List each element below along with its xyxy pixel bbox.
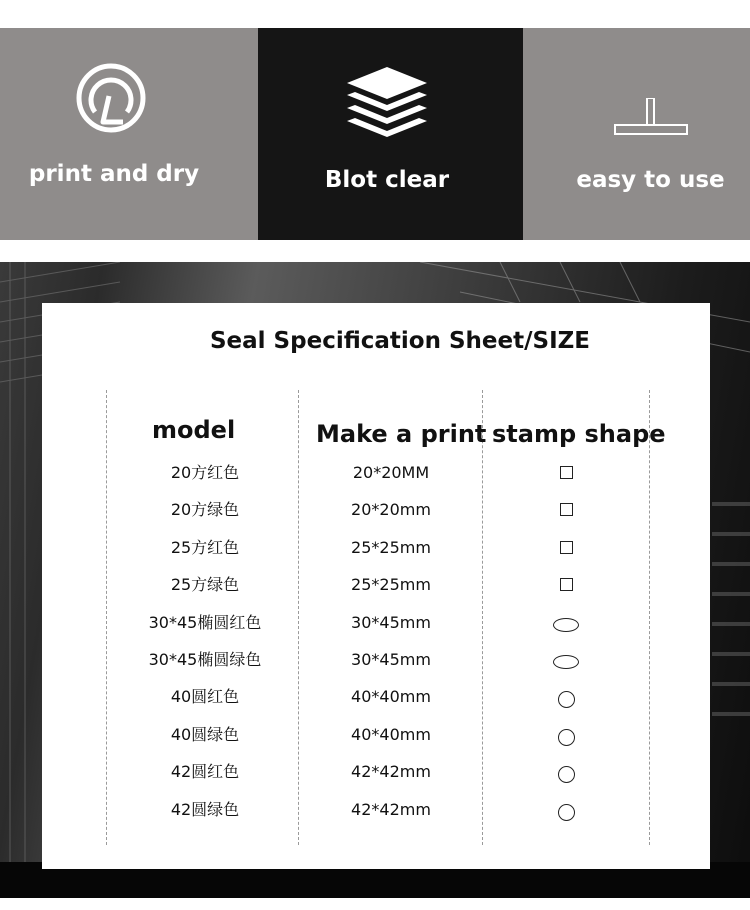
stamp-shape-cell	[527, 757, 607, 787]
circle-icon	[558, 766, 575, 783]
model-cell: 40圆绿色	[170, 724, 240, 744]
print-size-cell: 25*25mm	[351, 575, 431, 595]
stamp-shape-cell	[527, 533, 607, 563]
table-row	[42, 570, 710, 600]
table-row	[42, 608, 710, 638]
table-row	[42, 495, 710, 525]
print-size-cell: 30*45mm	[351, 650, 431, 669]
print-size-cell: 25*25mm	[351, 537, 431, 557]
layers-icon	[345, 65, 429, 139]
table-row	[42, 720, 710, 750]
model-cell: 30*45椭圆绿色	[148, 650, 262, 669]
table-row	[42, 533, 710, 563]
table-row	[42, 757, 710, 787]
stamp-shape-cell	[527, 570, 607, 600]
print-size-cell: 20*20mm	[351, 500, 431, 520]
table-row	[42, 795, 710, 825]
feature-label: print and dry	[28, 161, 200, 187]
feature-blot-clear	[258, 28, 523, 240]
feature-label: easy to use	[576, 167, 725, 193]
ellipse-icon	[553, 618, 579, 632]
print-size-cell: 42*42mm	[351, 799, 431, 819]
feature-print-and-dry	[0, 28, 258, 240]
model-cell: 42圆红色	[170, 762, 240, 782]
stamp-shape-cell	[527, 795, 607, 825]
model-cell: 42圆绿色	[170, 799, 240, 819]
table-row	[42, 645, 710, 675]
header-model: model	[152, 416, 236, 444]
print-size-cell: 20*20MM	[352, 463, 430, 482]
feature-band	[0, 28, 750, 240]
model-cell: 20方红色	[170, 463, 240, 482]
print-size-cell: 42*42mm	[351, 762, 431, 782]
header-make-a-print: Make a print	[316, 420, 487, 448]
circle-icon	[558, 729, 575, 746]
print-size-cell: 30*45mm	[351, 612, 431, 632]
sheet-title: Seal Specification Sheet/SIZE	[209, 328, 591, 354]
model-cell: 25方红色	[170, 537, 240, 557]
print-size-cell: 40*40mm	[351, 724, 431, 744]
model-cell: 20方绿色	[170, 500, 240, 520]
model-cell: 30*45椭圆红色	[148, 612, 262, 632]
stamp-shape-cell	[527, 720, 607, 750]
touch-icon	[73, 62, 149, 138]
square-icon	[560, 503, 573, 516]
stamp-icon	[613, 98, 689, 138]
header-stamp-shape: stamp shape	[492, 420, 666, 448]
stamp-shape-cell	[527, 495, 607, 525]
circle-icon	[558, 691, 575, 708]
ellipse-icon	[553, 655, 579, 669]
square-icon	[560, 578, 573, 591]
stamp-shape-cell	[527, 645, 607, 675]
table-row	[42, 458, 710, 488]
stamp-shape-cell	[527, 608, 607, 638]
table-row	[42, 682, 710, 712]
print-size-cell: 40*40mm	[351, 687, 431, 707]
stamp-shape-cell	[527, 682, 607, 712]
square-icon	[560, 541, 573, 554]
model-cell: 25方绿色	[170, 575, 240, 595]
feature-easy-to-use	[523, 28, 750, 240]
square-icon	[560, 466, 573, 479]
specification-card	[42, 303, 710, 869]
stamp-shape-cell	[527, 458, 607, 488]
model-cell: 40圆红色	[170, 687, 240, 707]
feature-label: Blot clear	[324, 167, 450, 193]
circle-icon	[558, 804, 575, 821]
